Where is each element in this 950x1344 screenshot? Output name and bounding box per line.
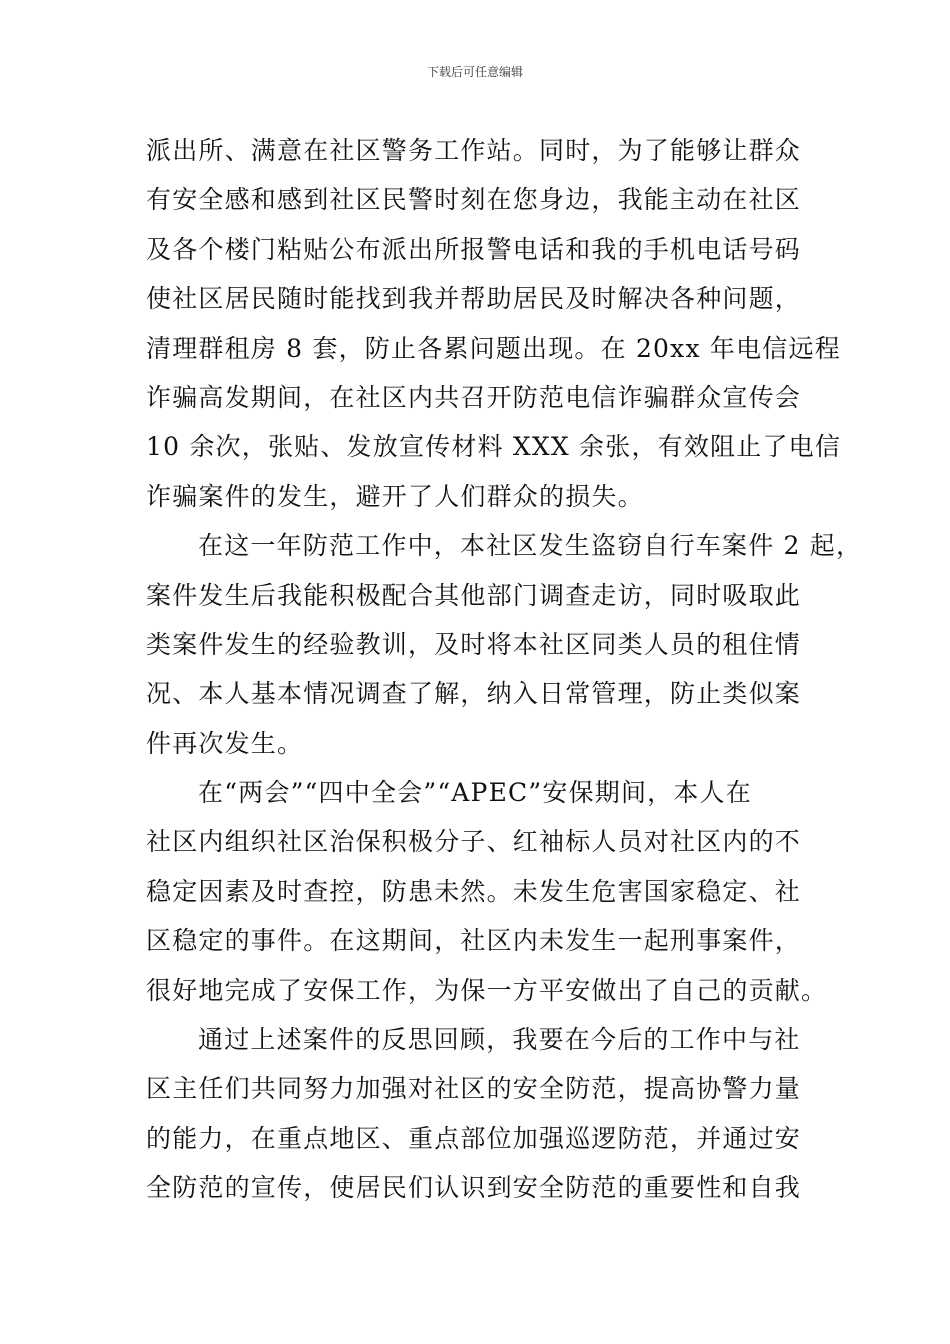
text-line: 10 余次，张贴、发放宣传材料 XXX 余张，有效阻止了电信 xyxy=(146,432,842,462)
text-line: 件再次发生。 xyxy=(146,728,304,758)
page-header: 下载后可任意编辑 xyxy=(426,65,523,79)
text-line: 派出所、满意在社区警务工作站。同时，为了能够让群众 xyxy=(146,136,802,165)
paragraph-first-line: 通过上述案件的反思回顾，我要在今后的工作中与社 xyxy=(198,1025,801,1055)
text-line: 清理群租房 8 套，防止各累问题出现。在 20xx 年电信远程 xyxy=(146,333,841,363)
text-line: 全防范的宣传，使居民们认识到安全防范的重要性和自我 xyxy=(146,1173,802,1203)
text-line: 类案件发生的经验教训，及时将本社区同类人员的租住情 xyxy=(146,629,802,659)
document-body xyxy=(146,126,863,1213)
paragraph-first-line: 在这一年防范工作中，本社区发生盗窃自行车案件 2 起， xyxy=(198,531,863,561)
text-line: 使社区居民随时能找到我并帮助居民及时解决各种问题， xyxy=(146,284,802,314)
text-line: 区主任们共同努力加强对社区的安全防范，提高协警力量 xyxy=(146,1074,802,1104)
paragraph-first-line: 在“两会”“四中全会”“APEC”安保期间，本人在 xyxy=(198,778,752,808)
text-line: 区稳定的事件。在这期间，社区内未发生一起刑事案件， xyxy=(146,926,802,956)
text-line: 的能力，在重点地区、重点部位加强巡逻防范，并通过安 xyxy=(146,1123,802,1153)
text-line: 案件发生后我能积极配合其他部门调查走访，同时吸取此 xyxy=(146,580,802,610)
text-line: 有安全感和感到社区民警时刻在您身边，我能主动在社区 xyxy=(146,185,802,215)
text-line: 诈骗案件的发生，避开了人们群众的损失。 xyxy=(146,481,644,511)
text-line: 及各个楼门粘贴公布派出所报警电话和我的手机电话号码 xyxy=(146,234,802,264)
text-line: 稳定因素及时查控，防患未然。未发生危害国家稳定、社 xyxy=(146,876,802,906)
text-line: 诈骗高发期间，在社区内共召开防范电信诈骗群众宣传会 xyxy=(146,382,802,412)
text-line: 很好地完成了安保工作，为保一方平安做出了自己的贡献。 xyxy=(146,975,828,1005)
text-line: 社区内组织社区治保积极分子、红袖标人员对社区内的不 xyxy=(146,827,802,857)
text-line: 况、本人基本情况调查了解，纳入日常管理，防止类似案 xyxy=(146,679,802,709)
